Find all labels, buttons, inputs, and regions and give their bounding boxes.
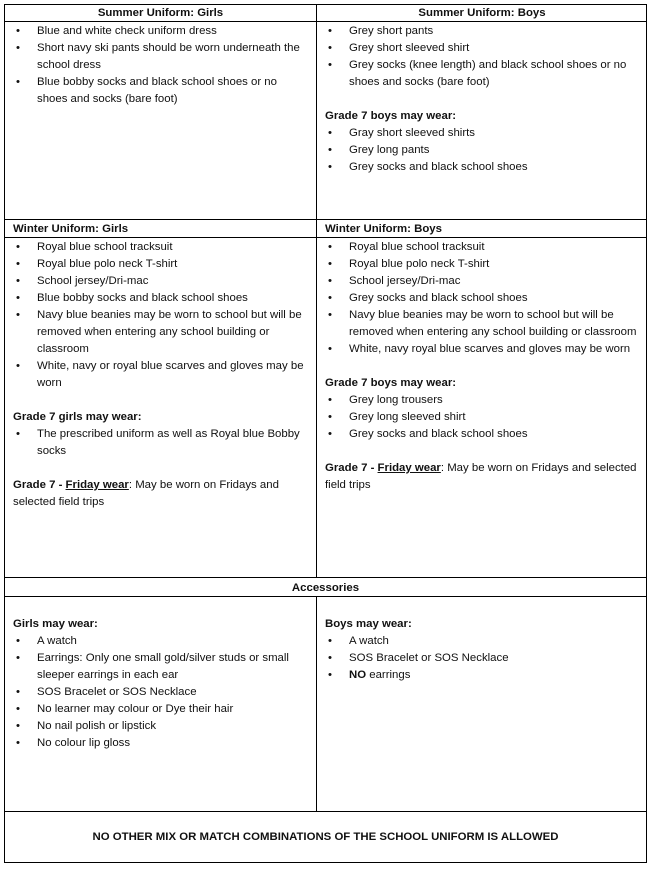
item-text: No learner may colour or Dye their hair (37, 703, 234, 715)
item-text: NO (349, 669, 367, 681)
bullet-list (325, 23, 639, 91)
item-text: Grey short pants (349, 25, 434, 37)
bullet-icon: • (16, 703, 20, 715)
uniform-table (4, 4, 647, 863)
list-item (13, 701, 308, 718)
item-text: Navy blue beanies may be worn to school but will be removed when entering any school building or classroom (349, 309, 637, 338)
spacer (325, 358, 639, 375)
bullet-icon: • (328, 652, 332, 664)
summer-boys-title: Summer Uniform: Boys (418, 7, 546, 19)
list-item (13, 40, 308, 74)
accessories-boys-body (317, 597, 647, 684)
list-item (325, 57, 639, 91)
summer-girls-title: Summer Uniform: Girls (97, 7, 224, 19)
item-text: earrings (366, 669, 411, 681)
spacer (325, 599, 639, 616)
bullet-icon: • (328, 161, 332, 173)
list-item (13, 273, 308, 290)
item-text: Blue bobby socks and black school shoes (37, 292, 248, 304)
bullet-icon: • (16, 258, 20, 270)
bullet-icon: • (328, 635, 332, 647)
bullet-icon: • (328, 394, 332, 406)
bullet-icon: • (328, 411, 332, 423)
list-item (13, 290, 308, 307)
item-text: School jersey/Dri-mac (349, 275, 461, 287)
accessories-title: Accessories (291, 582, 360, 594)
text-segment: Grade 7 - (13, 479, 66, 491)
bullet-icon: • (328, 144, 332, 156)
item-text: Royal blue school tracksuit (349, 241, 485, 253)
bullet-icon: • (16, 292, 20, 304)
item-text: School jersey/Dri-mac (37, 275, 149, 287)
item-text: Blue and white check uniform dress (37, 25, 217, 37)
bullet-icon: • (328, 127, 332, 139)
list-item (13, 358, 308, 392)
list-item (13, 307, 308, 358)
bullet-icon: • (328, 669, 332, 681)
list-item (13, 23, 308, 40)
list-item (325, 23, 639, 40)
list-item (325, 273, 639, 290)
bullet-icon: • (328, 258, 332, 270)
winter-girls-title: Winter Uniform: Girls (13, 223, 129, 235)
accessories-girls-body (5, 597, 316, 752)
spacer (13, 460, 308, 477)
list-item (325, 341, 639, 358)
bullet-list (13, 239, 308, 392)
list-item (325, 307, 639, 341)
list-item (325, 650, 639, 667)
bullet-icon: • (328, 343, 332, 355)
bullet-icon: • (328, 292, 332, 304)
item-text: Royal blue polo neck T-shirt (37, 258, 178, 270)
list-item (325, 159, 639, 176)
friday-wear-note (13, 477, 308, 511)
item-text: White, navy royal blue scarves and gloves may be worn (349, 343, 631, 355)
item-text: Royal blue polo neck T-shirt (349, 258, 490, 270)
section-heading: Grade 7 boys may wear: (325, 110, 457, 122)
section-heading: Grade 7 girls may wear: (13, 411, 142, 423)
bullet-list (13, 23, 308, 108)
bullet-icon: • (16, 635, 20, 647)
spacer (325, 91, 639, 108)
item-text: Grey socks and black school shoes (349, 161, 528, 173)
text-segment: Friday wear (65, 479, 129, 491)
list-item (13, 718, 308, 735)
bullet-list (325, 125, 639, 176)
item-text: A watch (349, 635, 389, 647)
list-item (13, 256, 308, 273)
list-item (325, 633, 639, 650)
section-heading: Girls may wear: (13, 618, 98, 630)
list-item (325, 142, 639, 159)
list-item (13, 239, 308, 256)
item-text: No colour lip gloss (37, 737, 131, 749)
item-text: Blue bobby socks and black school shoes or no shoes and socks (bare foot) (37, 76, 277, 105)
text-segment: : May be worn on Fridays and selected field trips (325, 462, 637, 491)
text-segment: : May be worn on Fridays and selected field trips (13, 479, 279, 508)
bullet-icon: • (328, 59, 332, 71)
summer-girls-body (5, 21, 316, 108)
bullet-icon: • (16, 76, 20, 88)
bullet-icon: • (16, 25, 20, 37)
bullet-icon: • (328, 241, 332, 253)
bullet-list (325, 392, 639, 443)
item-text: Grey long sleeved shirt (349, 411, 466, 423)
divider (5, 811, 646, 812)
item-text: Navy blue beanies may be worn to school but will be removed when entering any school building or classroom (37, 309, 302, 355)
bullet-icon: • (328, 428, 332, 440)
bullet-list (325, 633, 639, 684)
item-text: Grey socks (knee length) and black school shoes or no shoes and socks (bare foot) (349, 59, 627, 88)
list-item (325, 392, 639, 409)
list-item (325, 290, 639, 307)
bullet-list (13, 426, 308, 460)
bullet-icon: • (16, 737, 20, 749)
item-text: The prescribed uniform as well as Royal blue Bobby socks (37, 428, 300, 457)
bullet-icon: • (328, 25, 332, 37)
list-item (13, 633, 308, 650)
list-item (13, 684, 308, 701)
list-item (13, 426, 308, 460)
footer-notice: NO OTHER MIX OR MATCH COMBINATIONS OF THE SCHOOL UNIFORM IS ALLOWED (92, 831, 559, 843)
bullet-list (325, 239, 639, 358)
item-text: Earrings: Only one small gold/silver studs or small sleeper earrings in each ear (37, 652, 289, 681)
item-text: Grey short sleeved shirt (349, 42, 470, 54)
section-heading: Boys may wear: (325, 618, 412, 630)
list-item (325, 125, 639, 142)
item-text: Short navy ski pants should be worn underneath the school dress (37, 42, 300, 71)
bullet-icon: • (16, 428, 20, 440)
bullet-icon: • (16, 42, 20, 54)
item-text: SOS Bracelet or SOS Necklace (37, 686, 197, 698)
item-text: No nail polish or lipstick (37, 720, 157, 732)
spacer (13, 599, 308, 616)
bullet-icon: • (16, 686, 20, 698)
item-text: White, navy or royal blue scarves and gloves may be worn (37, 360, 304, 389)
spacer (325, 443, 639, 460)
bullet-icon: • (328, 309, 332, 321)
bullet-icon: • (16, 360, 20, 372)
bullet-list (13, 633, 308, 752)
bullet-icon: • (16, 720, 20, 732)
list-item (325, 426, 639, 443)
list-item (325, 409, 639, 426)
section-heading: Grade 7 boys may wear: (325, 377, 457, 389)
list-item (325, 256, 639, 273)
summer-boys-body (317, 21, 647, 176)
list-item (13, 735, 308, 752)
bullet-icon: • (16, 241, 20, 253)
bullet-icon: • (328, 275, 332, 287)
item-text: Gray short sleeved shirts (349, 127, 475, 139)
item-text: SOS Bracelet or SOS Necklace (349, 652, 509, 664)
bullet-icon: • (16, 309, 20, 321)
bullet-icon: • (16, 652, 20, 664)
bullet-icon: • (16, 275, 20, 287)
item-text: Grey long pants (349, 144, 430, 156)
list-item (325, 667, 639, 684)
list-item (13, 74, 308, 108)
winter-boys-body (317, 237, 647, 494)
item-text: Royal blue school tracksuit (37, 241, 173, 253)
list-item (325, 239, 639, 256)
friday-wear-note (325, 460, 639, 494)
list-item (325, 40, 639, 57)
winter-boys-title: Winter Uniform: Boys (325, 223, 442, 235)
list-item (13, 650, 308, 684)
item-text: A watch (37, 635, 77, 647)
spacer (13, 392, 308, 409)
text-segment: Grade 7 - (325, 462, 378, 474)
item-text: Grey socks and black school shoes (349, 428, 528, 440)
bullet-icon: • (328, 42, 332, 54)
text-segment: Friday wear (377, 462, 441, 474)
winter-girls-body (5, 237, 316, 511)
item-text: Grey long trousers (349, 394, 443, 406)
item-text: Grey socks and black school shoes (349, 292, 528, 304)
